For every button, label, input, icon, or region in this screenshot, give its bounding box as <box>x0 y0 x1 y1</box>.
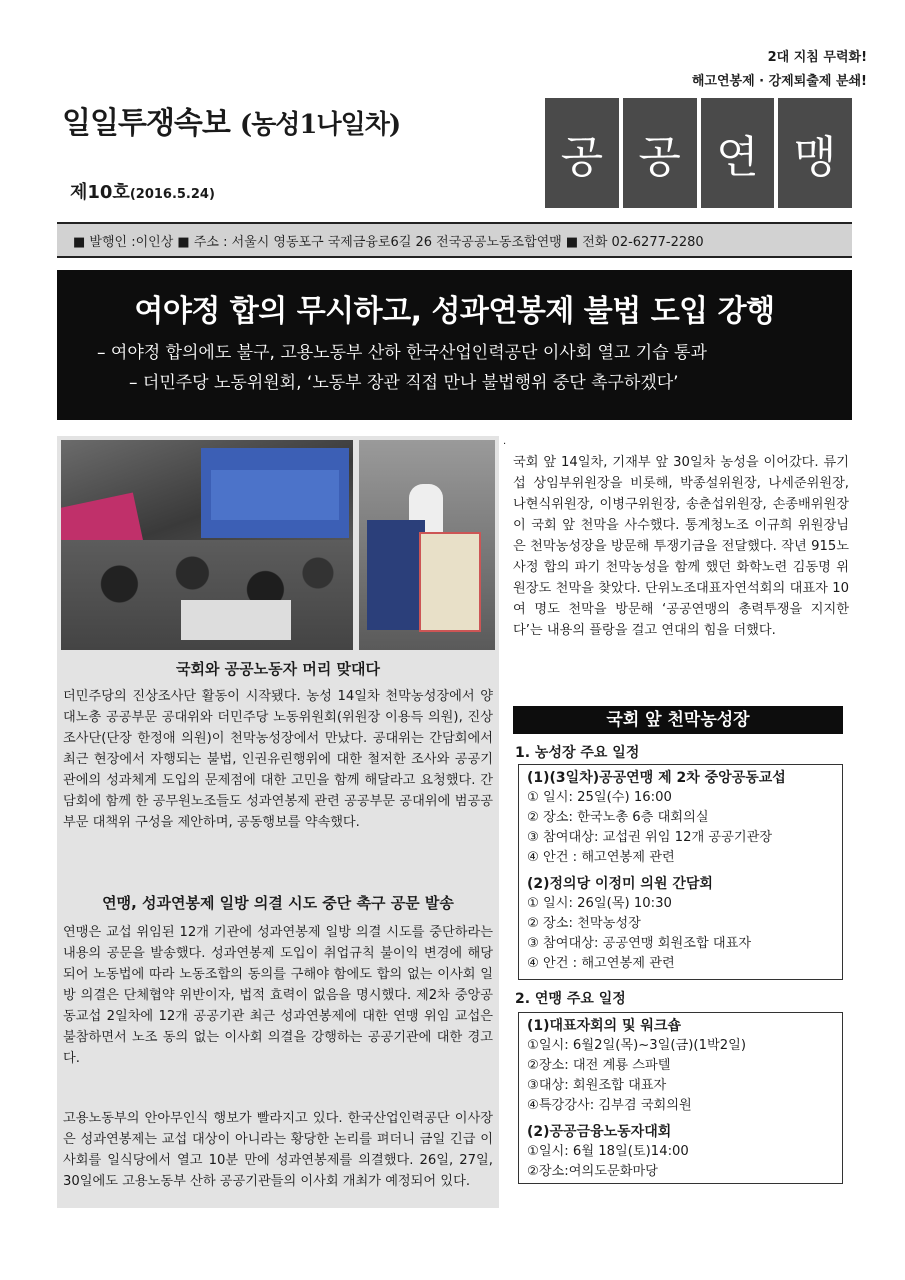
schedule-box-1 <box>518 764 843 980</box>
event-line: ②장소: 대전 계룡 스파텔 <box>527 1058 671 1073</box>
article-paragraph-3: 고용노동부의 안아무인식 행보가 빨라지고 있다. 한국산업인력공단 이사장은 성과연봉제는 교섭 대상이 아니라는 황당한 논리를 펴더니 금일 긴급 이사회를 일식당에서 열고 10분 만에 성과연봉제를 의결했다. 26일, 27일, 30일에도 고용노동부 산하 공공기관들의 이사회 개최가 예정되어 있다. <box>63 1111 493 1189</box>
logo-char-1: 공 <box>545 98 619 208</box>
logo-char-2: 공 <box>623 98 697 208</box>
union-logo <box>545 98 852 208</box>
dot-mark: . <box>503 436 507 447</box>
event-line: ② 장소: 천막농성장 <box>527 916 641 931</box>
newsletter-title <box>62 98 400 142</box>
banner-blue-inner <box>211 470 339 520</box>
meeting-photo <box>61 440 353 650</box>
publisher-info-bar <box>57 222 852 258</box>
title-main: 일일투쟁속보 <box>62 106 230 141</box>
left-column <box>57 436 499 1208</box>
event-line: ④특강강사: 김부겸 국회의원 <box>527 1098 692 1113</box>
event-line: ③ 참여대상: 교섭권 위임 12개 공공기관장 <box>527 830 773 845</box>
event-line: ① 일시: 26일(목) 10:30 <box>527 896 672 911</box>
slogan-line-1: 2대 지침 무력화! <box>767 50 867 65</box>
photo-group <box>61 440 495 650</box>
event-line: ④ 안건 : 해고연봉제 관련 <box>527 956 675 971</box>
issue-date: (2016.5.24) <box>129 187 215 202</box>
event-line: ②장소:여의도문화마당 <box>527 1164 658 1179</box>
slogan <box>692 46 867 94</box>
schedule-label-1: 1. 농성장 주요 일정 <box>515 745 640 761</box>
article-subheading: 연맹, 성과연봉제 일방 의결 시도 중단 촉구 공문 발송 <box>102 894 454 912</box>
headline-sub-1: – 여야정 합의에도 불구, 고용노동부 산하 한국산업인력공단 이사회 열고 기습 통과 <box>97 343 707 363</box>
logo-char-4: 맹 <box>778 98 852 208</box>
issue-number <box>70 178 215 204</box>
event-line: ③대상: 회원조합 대표자 <box>527 1078 667 1093</box>
papers-on-floor <box>181 600 291 640</box>
article-paragraph-2: 연맹은 교섭 위임된 12개 기관에 성과연봉제 일방 의결 시도를 중단하라는 내용의 공문을 발송했다. 성과연봉제 도입이 취업규칙 불이익 변경에 해당되어 노동법에 따라 노동조합의 동의를 구해야 함에도 합의 없는 이사회 일방 의결은 단체협약 위반이자, 법적 효력이 없음을 명시했다. 제2차 중앙공동교섭 2일차에 12개 공공기관 최근 성과연봉제에 대한 연맹 위임 교섭은 불참하면서 노조 동의 없는 이사회 의결을 강행하는 공공기관에 대한 경고다. <box>63 925 493 1066</box>
headline-title: 여야정 합의 무시하고, 성과연봉제 불법 도입 강행 <box>134 294 775 329</box>
schedule-label-2: 2. 연맹 주요 일정 <box>515 991 626 1007</box>
sit-in-report: 국회 앞 14일차, 기재부 앞 30일차 농성을 이어갔다. 류기섭 상임부위원장을 비롯해, 박종설위원장, 나세준위원장, 나현식위원장, 이병구위원장, 송춘섭위원장, 손종배위원장이 국회 앞 천막을 사수했다. 통계청노조 이규희 위원장님은 천막농성장을 방문해 투쟁기금을 전달했다. 작년 915노사정 합의 파기 천막농성을 함께 했던 화학노련 김동명 위원장도 천막을 찾았다. 단위노조대표자연석회의 대표자 10여 명도 천막을 방문해 ‘공공연맹의 총력투쟁을 지지한다’는 내용의 플랑을 걸고 연대의 힘을 더했다. <box>513 455 849 638</box>
right-column <box>513 452 853 641</box>
event-line: ③ 참여대상: 공공연맹 회원조합 대표자 <box>527 936 752 951</box>
event-line: ② 장소: 한국노총 6층 대회의실 <box>527 810 709 825</box>
title-sub: (농성1나일차) <box>239 110 401 140</box>
event-line: ① 일시: 25일(수) 16:00 <box>527 790 672 805</box>
article-paragraph-1: 더민주당의 진상조사단 활동이 시작됐다. 농성 14일차 천막농성장에서 양대노총 공공부문 공대위와 더민주당 노동위원회(위원장 이용득 의원), 진상조사단(단장 한정애 의원)이 천막농성장에서 만났다. 공대위는 간담회에서 최근 현장에서 자행되는 불법, 인권유린행위에 대한 철저한 조사와 공공기관에의 성과체계 도입의 문제점에 대한 고민을 함께 해달라고 요청했다. 간담회에 함께 한 공무원노조들도 성과연봉제 관련 공공부문 공대위에 범공공부문 대책위 구성을 제안하며, 공동행보를 약속했다. <box>63 689 493 830</box>
event-title: (2)공공금융노동자대회 <box>527 1124 672 1140</box>
protest-sign-blue <box>367 520 425 630</box>
issue-label: 제10호 <box>70 182 130 203</box>
event-title: (2)정의당 이정미 의원 간담회 <box>527 876 713 892</box>
slogan-line-2: 해고연봉제 · 강제퇴출제 분쇄! <box>691 74 867 89</box>
headline-sub-2: – 더민주당 노동위원회, ‘노동부 장관 직접 만나 불법행위 중단 촉구하겠다’ <box>129 373 679 393</box>
event-title: (1)(3일차)공공연맹 제 2차 중앙공동교섭 <box>527 770 786 786</box>
photo-caption: 국회와 공공노동자 머리 맞대다 <box>175 660 381 678</box>
schedule-box-2 <box>518 1012 843 1184</box>
event-line: ①일시: 6월 18일(토)14:00 <box>527 1144 689 1159</box>
protest-sign-white <box>419 532 481 632</box>
protest-photo <box>359 440 495 650</box>
logo-char-3: 연 <box>701 98 775 208</box>
event-line: ①일시: 6월2일(목)~3일(금)(1박2일) <box>527 1038 746 1053</box>
section-title-bar: 국회 앞 천막농성장 <box>513 706 843 734</box>
event-line: ④ 안건 : 해고연봉제 관련 <box>527 850 675 865</box>
publisher-info: ■ 발행인 :이인상 ■ 주소 : 서울시 영동포구 국제금융로6길 26 전국공공노동조합연맹 ■ 전화 02-6277-2280 <box>73 234 704 250</box>
event-title: (1)대표자회의 및 워크숍 <box>527 1018 682 1034</box>
headline-block <box>57 270 852 420</box>
